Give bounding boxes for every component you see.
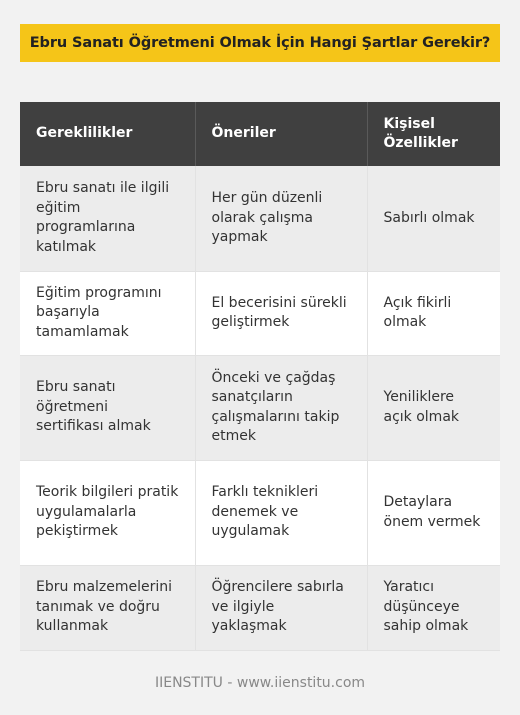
table-cell: Eğitim programını başarıyla tamamlamak	[20, 271, 195, 355]
table-cell: El becerisini sürekli geliştirmek	[195, 271, 367, 355]
table-cell: Önceki ve çağdaş sanatçıların çalışmalarını takip etmek	[195, 355, 367, 460]
requirements-table	[20, 102, 500, 651]
table-cell: Teorik bilgileri pratik uygulamalarla pekiştirmek	[20, 460, 195, 565]
footer-credit: IIENSTITU - www.iienstitu.com	[154, 675, 366, 691]
table-cell: Ebru sanatı ile ilgili eğitim programlarına katılmak	[20, 166, 195, 271]
column-header-suggestions: Öneriler	[195, 102, 367, 166]
table-row	[20, 355, 500, 460]
table-row	[20, 271, 500, 355]
page-title: Ebru Sanatı Öğretmeni Olmak İçin Hangi Şartlar Gerekir?	[20, 24, 500, 62]
table-cell: Yeniliklere açık olmak	[367, 355, 500, 460]
table-cell: Yaratıcı düşünceye sahip olmak	[367, 565, 500, 650]
table-cell: Sabırlı olmak	[367, 166, 500, 271]
table-header-row	[20, 102, 500, 166]
table-cell: Ebru malzemelerini tanımak ve doğru kullanmak	[20, 565, 195, 650]
column-header-requirements: Gereklilikler	[20, 102, 195, 166]
table-cell: Detaylara önem vermek	[367, 460, 500, 565]
table-row	[20, 460, 500, 565]
table-row	[20, 565, 500, 650]
table-cell: Öğrencilere sabırla ve ilgiyle yaklaşmak	[195, 565, 367, 650]
table-row	[20, 166, 500, 271]
table-cell: Farklı teknikleri denemek ve uygulamak	[195, 460, 367, 565]
table-cell: Açık fikirli olmak	[367, 271, 500, 355]
column-header-personal-traits: Kişisel Özellikler	[367, 102, 500, 166]
table-cell: Her gün düzenli olarak çalışma yapmak	[195, 166, 367, 271]
table-cell: Ebru sanatı öğretmeni sertifikası almak	[20, 355, 195, 460]
